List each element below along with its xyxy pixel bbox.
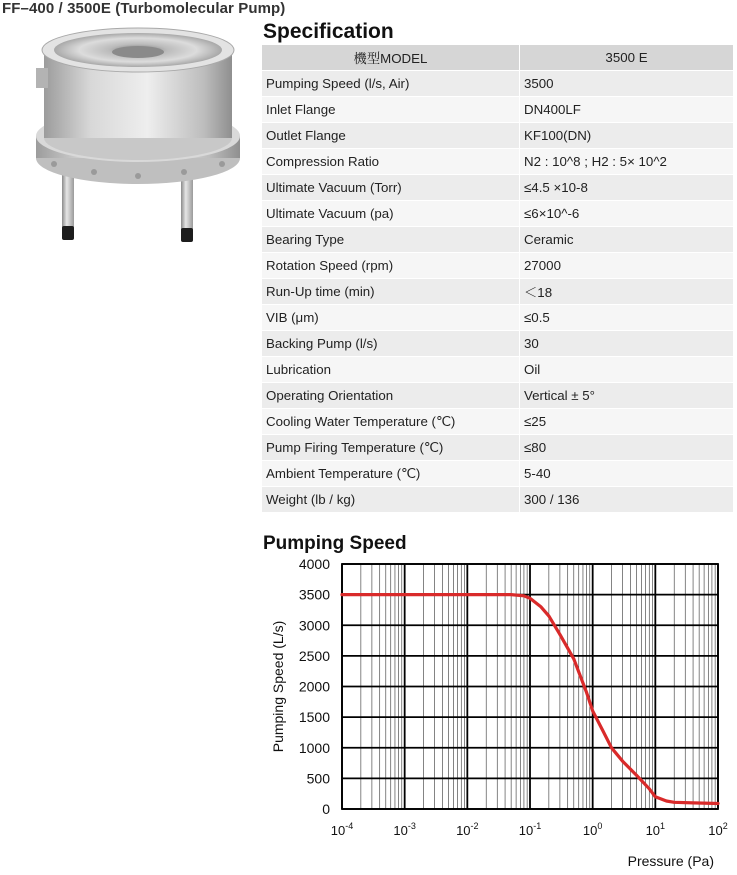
y-tick-label: 1000: [298, 739, 330, 756]
spec-key: Weight (lb / kg): [262, 487, 520, 513]
spec-value: 5-40: [520, 461, 734, 487]
spec-row: [262, 201, 733, 227]
spec-key: Cooling Water Temperature (℃): [262, 409, 520, 435]
spec-key: Run-Up time (min): [262, 279, 520, 305]
spec-row: [262, 71, 733, 97]
x-tick-label: $10^2$: [708, 821, 728, 838]
y-tick-label: 0: [322, 801, 330, 817]
spec-row: [262, 97, 733, 123]
spec-row: [262, 175, 733, 201]
spec-key: Ultimate Vacuum (Torr): [262, 175, 520, 201]
x-tick-label: $10^0$: [582, 821, 603, 838]
spec-row: [262, 357, 733, 383]
y-tick-label: 2500: [298, 647, 330, 664]
spec-key: Pumping Speed (l/s, Air): [262, 71, 520, 97]
spec-value: ≤80: [520, 435, 734, 461]
y-axis-label: Pumping Speed (L/s): [270, 620, 286, 753]
spec-value: DN400LF: [520, 97, 734, 123]
spec-row: [262, 305, 733, 331]
specification-heading: Specification: [263, 20, 394, 43]
spec-key: Bearing Type: [262, 227, 520, 253]
spec-key: Compression Ratio: [262, 149, 520, 175]
x-tick-label: $10^{-3}$: [393, 821, 416, 838]
x-tick-label: $10^{-4}$: [330, 821, 354, 838]
spec-value: N2 : 10^8 ; H2 : 5× 10^2: [520, 149, 734, 175]
spec-value: ≤4.5 ×10-8: [520, 175, 734, 201]
spec-value: 3500: [520, 71, 734, 97]
product-image: [34, 26, 242, 248]
spec-value: Ceramic: [520, 227, 734, 253]
page-title: FF–400 / 3500E (Turbomolecular Pump): [2, 0, 286, 17]
spec-row: [262, 487, 733, 513]
spec-value: ≤0.5: [520, 305, 734, 331]
spec-row: [262, 253, 733, 279]
spec-key: Pump Firing Temperature (℃): [262, 435, 520, 461]
x-axis-label: Pressure (Pa): [627, 853, 714, 869]
spec-header-key: 機型MODEL: [262, 45, 520, 71]
spec-key: Outlet Flange: [262, 123, 520, 149]
spec-row: [262, 383, 733, 409]
spec-row: [262, 279, 733, 305]
spec-key: Lubrication: [262, 357, 520, 383]
x-tick-label: $10^1$: [645, 821, 666, 838]
spec-row: [262, 149, 733, 175]
pumping-speed-heading: Pumping Speed: [263, 533, 407, 554]
spec-key: Ultimate Vacuum (pa): [262, 201, 520, 227]
spec-value: 300 / 136: [520, 487, 734, 513]
spec-key: VIB (μm): [262, 305, 520, 331]
spec-value: Oil: [520, 357, 734, 383]
spec-value: ＜18: [520, 279, 734, 305]
spec-value: 27000: [520, 253, 734, 279]
y-tick-label: 3000: [298, 617, 330, 634]
spec-header-value: 3500 E: [520, 45, 734, 71]
spec-value: ≤25: [520, 409, 734, 435]
y-tick-label: 1500: [298, 709, 330, 726]
spec-row: [262, 123, 733, 149]
y-tick-label: 3500: [298, 586, 330, 603]
spec-value: KF100(DN): [520, 123, 734, 149]
spec-key: Rotation Speed (rpm): [262, 253, 520, 279]
y-tick-label: 4000: [298, 556, 330, 572]
spec-key: Inlet Flange: [262, 97, 520, 123]
spec-value: ≤6×10^-6: [520, 201, 734, 227]
spec-row: [262, 409, 733, 435]
spec-value: 30: [520, 331, 734, 357]
pumping-speed-chart: [262, 552, 732, 875]
spec-row: [262, 227, 733, 253]
specification-table: [262, 45, 733, 513]
x-tick-label: $10^{-1}$: [518, 821, 542, 838]
spec-key: Operating Orientation: [262, 383, 520, 409]
y-tick-label: 2000: [298, 678, 330, 695]
spec-key: Backing Pump (l/s): [262, 331, 520, 357]
y-tick-label: 500: [306, 770, 330, 787]
spec-header-row: [262, 45, 733, 71]
spec-value: Vertical ± 5°: [520, 383, 734, 409]
spec-key: Ambient Temperature (℃): [262, 461, 520, 487]
spec-row: [262, 435, 733, 461]
spec-row: [262, 331, 733, 357]
spec-row: [262, 461, 733, 487]
x-tick-label: $10^{-2}$: [456, 821, 479, 838]
